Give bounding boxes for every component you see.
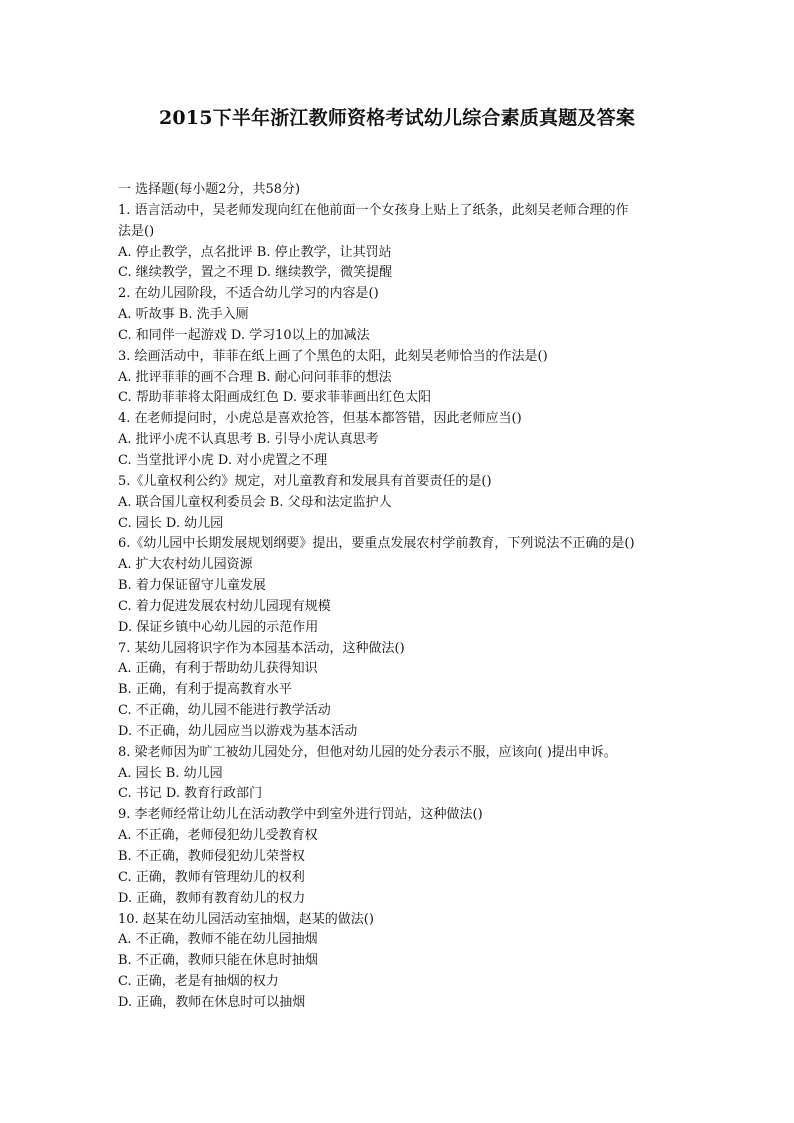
text-line: C. 帮助菲菲将太阳画成红色 D. 要求菲菲画出红色太阳 <box>118 390 432 406</box>
text-line: A. 扩大农村幼儿园资源 <box>118 557 253 573</box>
text-line: A. 不正确，教师不能在幼儿园抽烟 <box>118 932 318 948</box>
text-line: B. 着力保证留守儿童发展 <box>118 578 266 594</box>
text-line: A. 联合国儿童权利委员会 B. 父母和法定监护人 <box>118 494 392 510</box>
text-line: A. 批评菲菲的画不合理 B. 耐心问问菲菲的想法 <box>118 369 392 385</box>
text-line: 法是() <box>118 223 155 239</box>
text-line: D. 保证乡镇中心幼儿园的示范作用 <box>118 619 319 635</box>
text-line: C. 正确，教师有管理幼儿的权利 <box>118 869 305 885</box>
text-line: D. 正确，教师在休息时可以抽烟 <box>118 994 306 1010</box>
text-line: 9. 李老师经常让幼儿在活动教学中到室外进行罚站，这种做法() <box>118 807 483 823</box>
text-line: D. 正确，教师有教育幼儿的权力 <box>118 890 306 906</box>
text-line: A. 园长 B. 幼儿园 <box>118 765 223 781</box>
text-line: 2. 在幼儿园阶段，不适合幼儿学习的内容是() <box>118 286 379 302</box>
text-line: A. 正确，有利于帮助幼儿获得知识 <box>118 661 318 677</box>
text-line: 5.《儿童权利公约》规定，对儿童教育和发展具有首要责任的是() <box>118 473 492 489</box>
text-line: 10. 赵某在幼儿园活动室抽烟，赵某的做法() <box>118 911 374 927</box>
text-line: 1. 语言活动中，吴老师发现向红在他前面一个女孩身上贴上了纸条，此刻吴老师合理的作 <box>118 202 629 218</box>
text-line: C. 正确，老是有抽烟的权力 <box>118 974 279 990</box>
text-line: C. 园长 D. 幼儿园 <box>118 515 224 531</box>
document-body <box>118 180 688 1014</box>
text-line: 3. 绘画活动中，菲菲在纸上画了个黑色的太阳，此刻吴老师恰当的作法是() <box>118 348 548 364</box>
text-line: 6.《幼儿园中长期发展规划纲要》提出，要重点发展农村学前教育，下列说法不正确的是() <box>118 536 635 552</box>
text-line: A. 不正确，老师侵犯幼儿受教育权 <box>118 828 318 844</box>
document-title: 2015下半年浙江教师资格考试幼儿综合素质真题及答案 <box>158 107 636 129</box>
text-line: 4. 在老师提问时，小虎总是喜欢抢答，但基本都答错，因此老师应当() <box>118 411 522 427</box>
text-line: A. 停止教学，点名批评 B. 停止教学，让其罚站 <box>118 244 392 260</box>
text-line: A. 听故事 B. 洗手入厕 <box>118 307 249 323</box>
text-line: 7. 某幼儿园将识字作为本园基本活动，这种做法() <box>118 640 405 656</box>
text-line: C. 不正确，幼儿园不能进行教学活动 <box>118 703 331 719</box>
text-line: 8. 梁老师因为旷工被幼儿园处分，但他对幼儿园的处分表示不服，应该向( )提出申诉。 <box>118 744 617 760</box>
text-line: D. 不正确，幼儿园应当以游戏为基本活动 <box>118 723 358 739</box>
text-line: C. 书记 D. 教育行政部门 <box>118 786 263 802</box>
text-line: C. 和同伴一起游戏 D. 学习10以上的加减法 <box>118 327 370 343</box>
text-line: C. 继续教学，置之不理 D. 继续教学，微笑提醒 <box>118 265 393 281</box>
text-line: B. 正确，有利于提高教育水平 <box>118 682 292 698</box>
text-line: A. 批评小虎不认真思考 B. 引导小虎认真思考 <box>118 432 379 448</box>
text-line: C. 当堂批评小虎 D. 对小虎置之不理 <box>118 452 328 468</box>
text-line: C. 着力促进发展农村幼儿园现有规模 <box>118 598 331 614</box>
text-line: B. 不正确，教师侵犯幼儿荣誉权 <box>118 849 305 864</box>
text-line: 一 选择题(每小题2分，共58分) <box>118 182 301 197</box>
text-line: B. 不正确，教师只能在休息时抽烟 <box>118 953 318 969</box>
